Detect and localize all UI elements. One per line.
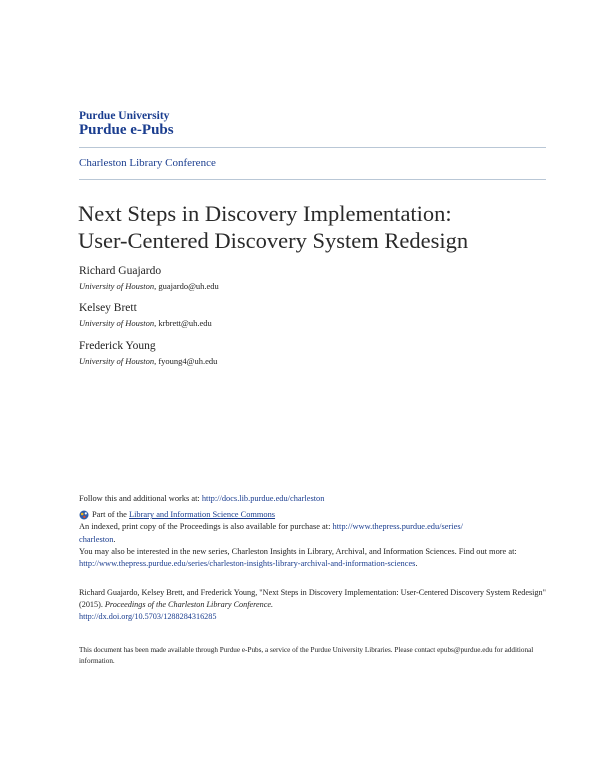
title-line-1: Next Steps in Discovery Implementation: (78, 201, 452, 226)
commons-line (79, 509, 549, 521)
series-link[interactable]: Charleston Library Conference (79, 157, 216, 169)
author-affiliation: University of Houston, fyoung4@uh.edu (79, 356, 218, 366)
follow-prefix: Follow this and additional works at: (79, 494, 202, 503)
citation-text (79, 587, 549, 611)
author-block (79, 302, 212, 328)
author-block (79, 265, 219, 291)
indexed-prefix: An indexed, print copy of the Proceedings is also available for purchase at: (79, 522, 333, 532)
author-institution: University of Houston (79, 318, 155, 328)
author-email: fyoung4@uh.edu (158, 356, 218, 366)
interest-suffix: . (415, 559, 418, 569)
author-email: guajardo@uh.edu (158, 281, 219, 291)
commons-link[interactable]: Library and Information Science Commons (128, 510, 276, 520)
part-prefix: Part of the (92, 510, 127, 520)
author-name: Frederick Young (79, 340, 156, 352)
follow-link[interactable]: http://docs.lib.purdue.edu/charleston (201, 494, 325, 503)
author-email: krbrett@uh.edu (158, 318, 212, 328)
series-divider (79, 179, 546, 180)
doi-link[interactable]: http://dx.doi.org/10.5703/1288284316285 (79, 612, 217, 621)
commons-network-icon (79, 510, 89, 520)
indexed-line (79, 521, 549, 545)
citation-proceedings: Proceedings of the Charleston Library Conference. (104, 600, 274, 609)
author-affiliation: University of Houston, guajardo@uh.edu (79, 281, 219, 291)
header-site-title[interactable]: Purdue e-Pubs (79, 122, 174, 138)
interest-line (79, 546, 549, 570)
press-link[interactable]: http://www.thepress.purdue.edu/series/ (332, 522, 463, 532)
header-org[interactable]: Purdue University (79, 110, 170, 122)
follow-line (79, 493, 549, 505)
author-name: Richard Guajardo (79, 265, 162, 277)
header-divider (79, 147, 546, 148)
interest-text: You may also be interested in the new series, Charleston Insights in Library, Archival, and Information Sciences. Find out more at: (79, 546, 517, 556)
author-institution: University of Houston (79, 356, 155, 366)
author-institution: University of Houston (79, 281, 155, 291)
title-line-2: User-Centered Discovery System Redesign (78, 228, 469, 253)
availability-notice: This document has been made available through Purdue e-Pubs, a service of the Purdue University Libraries. Please contact epubs@purdue.edu for additional information. (79, 646, 534, 665)
author-name: Kelsey Brett (79, 302, 137, 314)
author-block (79, 340, 217, 366)
insights-link[interactable]: http://www.thepress.purdue.edu/series/charleston-insights-library-archival-and-information-sciences (79, 559, 416, 569)
press-link-continued[interactable]: charleston (79, 534, 114, 544)
citation-main: Richard Guajardo, Kelsey Brett, and Frederick Young, "Next Steps in Discovery Implementation: User-Centered Discovery System Redesign" (2015). (79, 588, 546, 609)
paper-title (78, 200, 548, 254)
indexed-suffix: . (113, 534, 116, 544)
access-info (79, 493, 549, 570)
author-affiliation: University of Houston, krbrett@uh.edu (79, 318, 212, 328)
citation-block (79, 587, 549, 623)
